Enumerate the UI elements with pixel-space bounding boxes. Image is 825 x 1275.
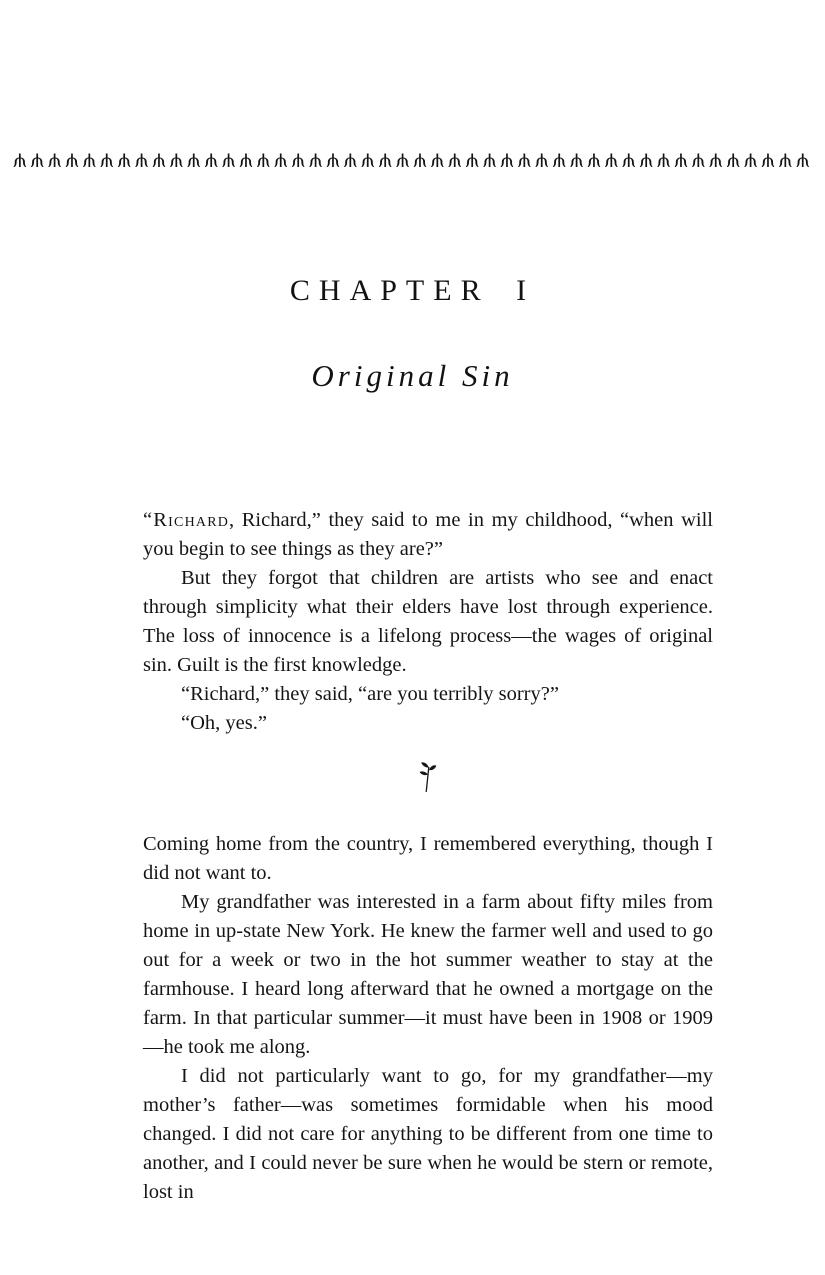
chapter-title: Original Sin (311, 358, 514, 393)
paragraph: “Richard,” they said, “are you terribly sorry?” (181, 683, 559, 705)
paragraph: “Oh, yes.” (181, 712, 267, 734)
paragraph: I did not particularly want to go, for my grandfather—my mother’s father—was sometimes formidable when his mood changed. I did not care for anything to be different from one time to another, and I could never be sure when he would be stern or remote, lost in (143, 1065, 713, 1203)
paragraph: Coming home from the country, I remembered everything, though I did not want to. (143, 833, 713, 884)
section-divider (143, 761, 713, 793)
ornamental-border-icon: ψψψψψψψψψψψψψψψψψψψψψψψψψψψψψψψψψψψψψψψψψψψψψψ (12, 152, 813, 175)
chapter-heading: CHAPTER I (289, 274, 536, 307)
body-text-column (143, 506, 713, 1207)
fleuron-leaf-icon (417, 761, 439, 793)
paragraph-lead-smallcaps: “Richard (143, 509, 230, 531)
paragraph-text: , Richard,” they said to me in my childhood, “when will you begin to see things as they are?” (143, 509, 713, 560)
paragraph: But they forgot that children are artists who see and enact through simplicity what their elders have lost through experience. The loss of innocence is a lifelong process—the wages of original sin. Guilt is the first knowledge. (143, 567, 713, 676)
paragraph: My grandfather was interested in a farm about fifty miles from home in up-state New York. He knew the farmer well and used to go out for a week or two in the hot summer weather to stay at the farmhouse. I heard long afterward that he owned a mortgage on the farm. In that particular summer—it must have been in 1908 or 1909—he took me along. (143, 891, 713, 1058)
paragraph (143, 506, 713, 564)
